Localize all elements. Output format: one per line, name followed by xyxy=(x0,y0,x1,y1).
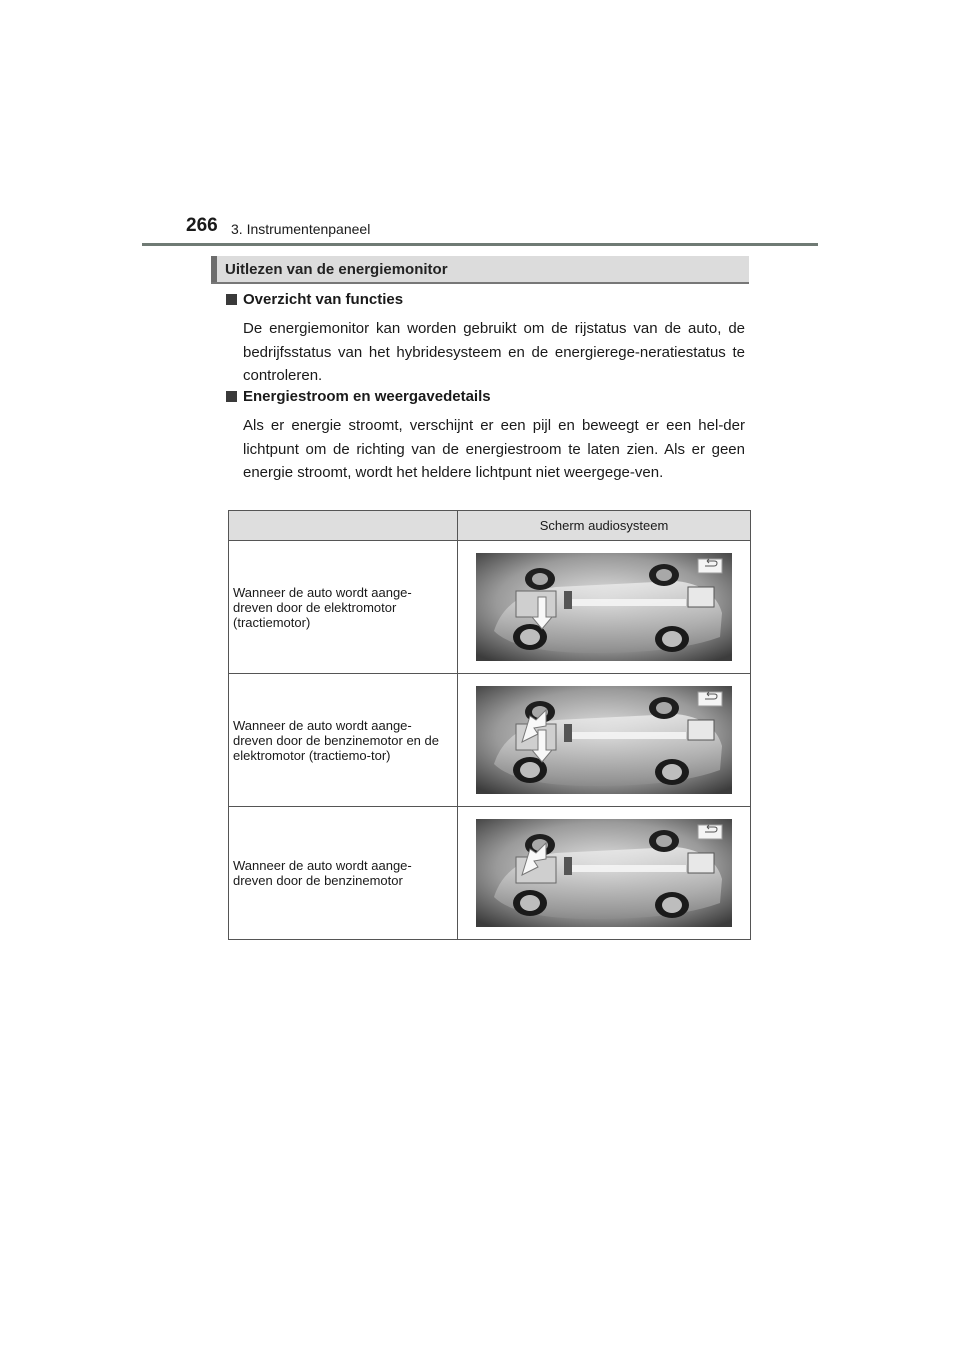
filled-square-icon xyxy=(226,391,237,402)
drive-mode-label: Wanneer de auto wordt aange-dreven door de elektromotor (tractiemotor) xyxy=(229,541,458,674)
table-header-screen: Scherm audiosysteem xyxy=(458,511,751,541)
drive-mode-label: Wanneer de auto wordt aange-dreven door de benzinemotor en de elektromotor (tractiemo-tor) xyxy=(229,674,458,807)
table-row xyxy=(229,807,751,940)
drive-mode-label: Wanneer de auto wordt aange-dreven door de benzinemotor xyxy=(229,807,458,940)
subheading-text: Overzicht van functies xyxy=(243,291,404,308)
section-header xyxy=(211,256,749,284)
table-header-empty xyxy=(229,511,458,541)
paragraph-functions: De energiemonitor kan worden gebruikt om de rijstatus van de auto, de bedrijfsstatus van het hybridesysteem en de energierege-neratiestatus te controleren. xyxy=(243,320,745,384)
subheading-text: Energiestroom en weergavedetails xyxy=(243,388,491,405)
subheading-energy-flow xyxy=(226,388,491,405)
filled-square-icon xyxy=(226,294,237,305)
table-row xyxy=(229,541,751,674)
screen-image-cell xyxy=(458,674,751,807)
energy-monitor-screen xyxy=(476,686,732,794)
energy-monitor-screen xyxy=(476,819,732,927)
energy-monitor-screen xyxy=(476,553,732,661)
section-title: Uitlezen van de energiemonitor xyxy=(225,261,448,278)
screen-image-cell xyxy=(458,807,751,940)
subheading-functions xyxy=(226,291,403,308)
table-header-row xyxy=(229,511,751,541)
screen-image-cell xyxy=(458,541,751,674)
page-number: 266 xyxy=(186,215,218,236)
paragraph-energy-flow: Als er energie stroomt, verschijnt er een pijl en beweegt er een hel-der lichtpunt om de richting van de energiestroom te laten zien. Als er geen energie stroomt, wordt het heldere lichtpunt niet weergege-ven. xyxy=(243,417,745,481)
table-row xyxy=(229,674,751,807)
chapter-title: 3. Instrumentenpaneel xyxy=(231,221,371,237)
energy-flow-table xyxy=(228,510,751,940)
header-divider xyxy=(142,243,818,246)
